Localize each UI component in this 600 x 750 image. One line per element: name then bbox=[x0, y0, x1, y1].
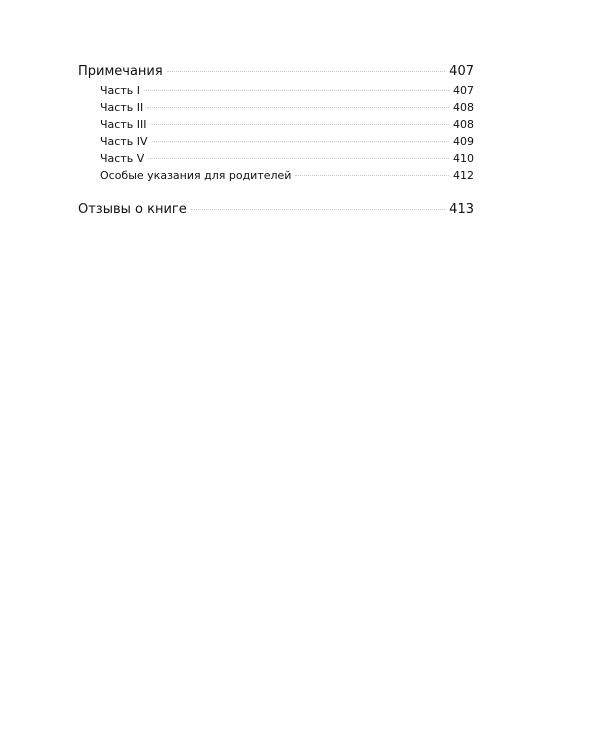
toc-subentry bbox=[78, 167, 474, 184]
toc-subentry-title: Часть V bbox=[100, 152, 145, 165]
toc-page-number: 409 bbox=[453, 135, 474, 148]
toc-subentry bbox=[78, 150, 474, 167]
dot-leader bbox=[295, 175, 449, 176]
dot-leader bbox=[152, 141, 450, 142]
toc-page-number: 408 bbox=[453, 101, 474, 114]
section-spacer bbox=[78, 184, 474, 200]
table-of-contents bbox=[78, 62, 474, 220]
toc-entry-title: Примечания bbox=[78, 64, 163, 79]
toc-entry-title: Отзывы о книге bbox=[78, 202, 187, 217]
dot-leader bbox=[191, 209, 445, 210]
toc-page-number: 412 bbox=[453, 169, 474, 182]
toc-subentry-title: Особые указания для родителей bbox=[100, 169, 292, 182]
toc-subentry-title: Часть I bbox=[100, 84, 140, 97]
toc-page-number: 407 bbox=[453, 84, 474, 97]
dot-leader bbox=[150, 124, 449, 125]
toc-subentry-title: Часть III bbox=[100, 118, 147, 131]
dot-leader bbox=[167, 71, 445, 72]
dot-leader bbox=[147, 107, 449, 108]
toc-page-number: 408 bbox=[453, 118, 474, 131]
toc-subentry bbox=[78, 99, 474, 116]
toc-page-number: 410 bbox=[453, 152, 474, 165]
toc-entry-notes bbox=[78, 62, 474, 82]
toc-subentry-title: Часть II bbox=[100, 101, 144, 114]
toc-subentry bbox=[78, 116, 474, 133]
toc-entry-reviews bbox=[78, 200, 474, 220]
toc-page-number: 413 bbox=[449, 202, 474, 217]
toc-page-number: 407 bbox=[449, 64, 474, 79]
toc-subentry bbox=[78, 133, 474, 150]
toc-subentry bbox=[78, 82, 474, 99]
dot-leader bbox=[148, 158, 449, 159]
toc-subentry-title: Часть IV bbox=[100, 135, 148, 148]
dot-leader bbox=[144, 90, 449, 91]
